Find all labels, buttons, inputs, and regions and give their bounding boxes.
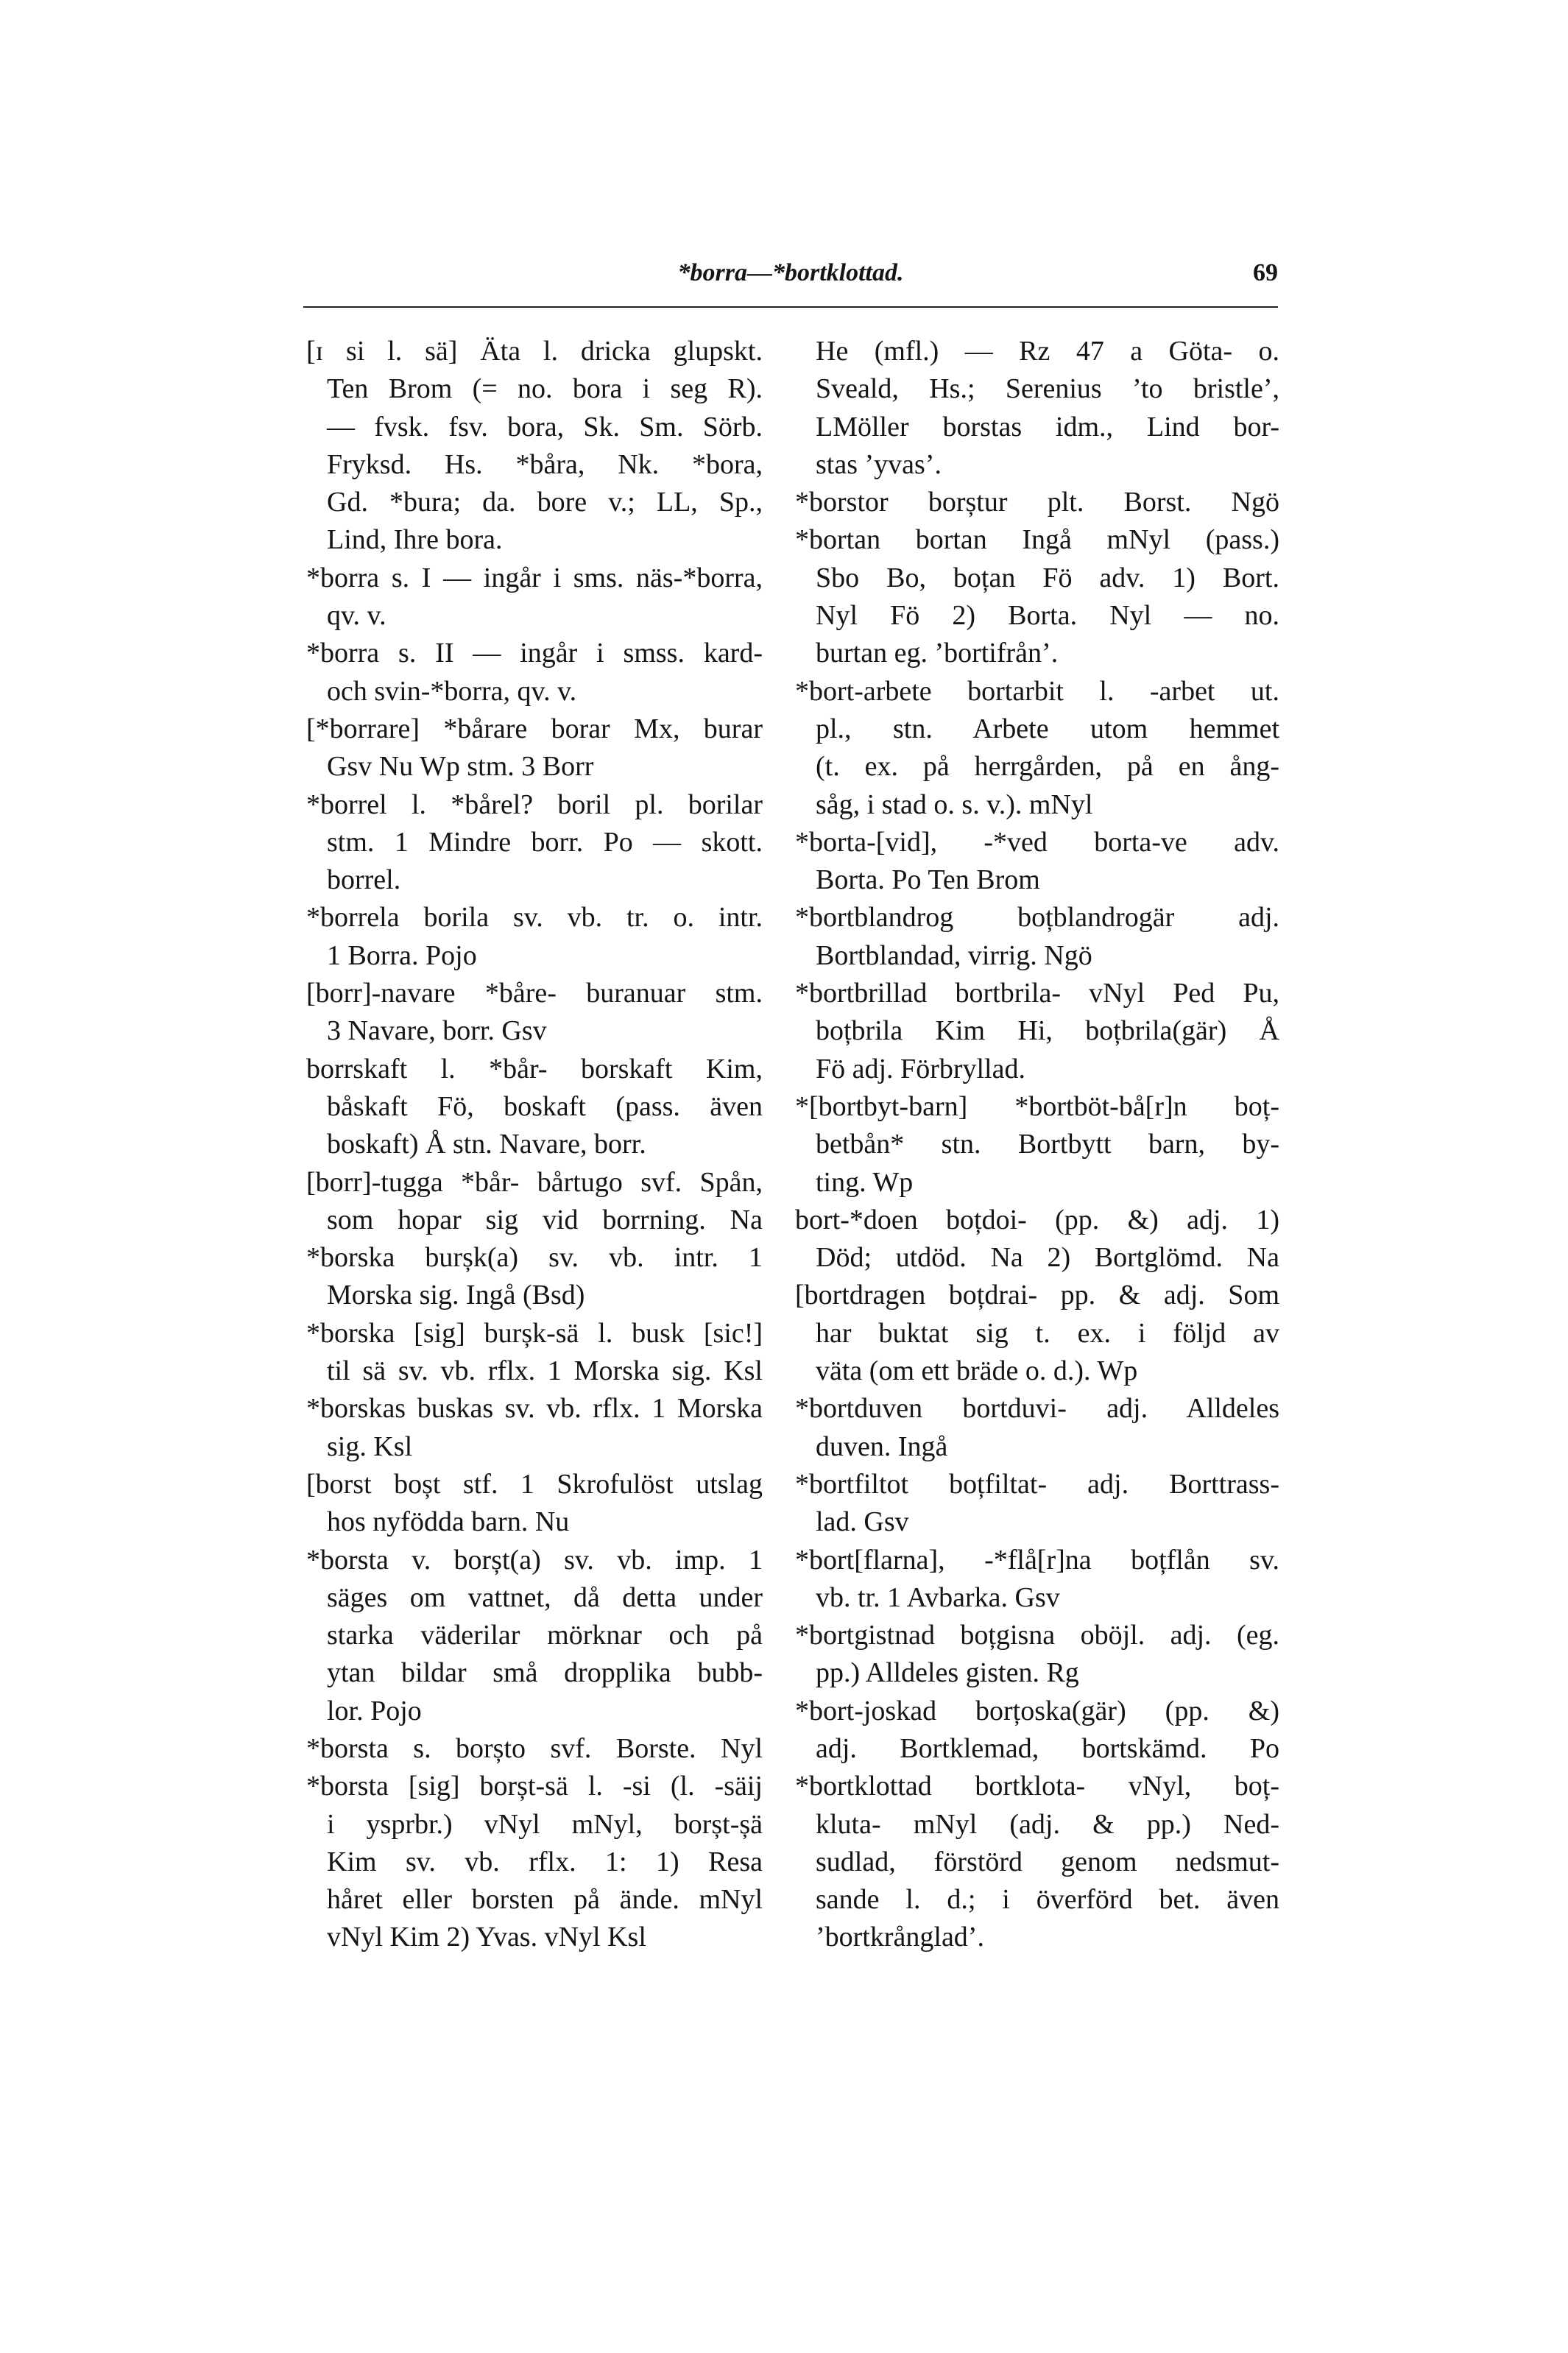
entry-line: vb. tr. 1 Avbarka. Gsv — [816, 1581, 1060, 1613]
entry-headword-line: *bort-arbete bortarbit l. -arbet ut. — [795, 675, 1279, 707]
entry-headword-line: [*borrare] *bårare borar Mx, burar — [306, 713, 763, 744]
entry-line: LMöller borstas idm., Lind bor- — [816, 411, 1279, 442]
entry-headword-line: *borska [sig] burșk-sä l. busk [sic!] — [306, 1317, 763, 1349]
entry-line: borrel. — [327, 864, 401, 896]
entry-headword-line: [borr]-navare *båre- buranuar stm. — [306, 978, 763, 1009]
header-rule — [303, 306, 1278, 308]
entry-line: betbån* stn. Bortbytt barn, by- — [816, 1129, 1279, 1160]
entry-line: vNyl Kim 2) Yvas. vNyl Ksl — [327, 1922, 646, 1953]
entry-line: Ten Brom (= no. bora i seg R). — [327, 373, 763, 405]
entry-headword-line: *borskas buskas sv. vb. rflx. 1 Morska — [306, 1393, 763, 1425]
entry-headword-line: *bort-joskad borțoska(gär) (pp. &) — [795, 1695, 1279, 1726]
left-column — [306, 333, 763, 1957]
entry-line: ting. Wp — [816, 1166, 914, 1198]
entry-headword-line: *[bortbyt-barn] *bortböt-bå[r]n boț- — [795, 1090, 1279, 1122]
entry-line: duven. Ingå — [816, 1431, 948, 1462]
entry-line: båskaft Fö, boskaft (pass. även — [327, 1090, 763, 1122]
entry-headword-line: *bortfiltot boțfiltat- adj. Borttrass- — [795, 1468, 1279, 1500]
entry-headword-line: *bort[flarna], -*flå[r]na boțflån sv. — [795, 1544, 1279, 1576]
entry-line: ytan bildar små dropplika bubb- — [327, 1657, 763, 1689]
entry-headword-line: bort-*doen boțdoi- (pp. &) adj. 1) — [795, 1204, 1279, 1235]
entry-line: säges om vattnet, då detta under — [327, 1581, 763, 1613]
entry-headword-line: *bortan bortan Ingå mNyl (pass.) — [795, 524, 1279, 556]
entry-line: lad. Gsv — [816, 1506, 909, 1538]
entry-headword-line: [borst boșt stf. 1 Skrofulöst utslag — [306, 1468, 763, 1500]
entry-line: boskaft) Å stn. Navare, borr. — [327, 1129, 646, 1160]
entry-line: stm. 1 Mindre borr. Po — skott. — [327, 826, 763, 858]
entry-line: starka väderilar mörknar och på — [327, 1620, 763, 1651]
entry-headword-line: *borta-[vid], -*ved borta-ve adv. — [795, 826, 1279, 858]
entry-line: och svin-*borra, qv. v. — [327, 675, 577, 707]
entry-headword-line: *borsta [sig] borșt-sä l. -si (l. -säij — [306, 1771, 763, 1802]
entry-headword-line: [borr]-tugga *bår- bårtugo svf. Spån, — [306, 1166, 763, 1198]
entry-line: Nyl Fö 2) Borta. Nyl — no. — [816, 600, 1279, 632]
entry-headword-line: *bortbrillad bortbrila- vNyl Ped Pu, — [795, 978, 1279, 1009]
entry-line: Kim sv. vb. rflx. 1: 1) Resa — [327, 1846, 763, 1877]
entry-line: qv. v. — [327, 600, 386, 632]
right-column — [795, 333, 1279, 1957]
entry-headword-line: *borrel l. *bårel? boril pl. borilar — [306, 789, 763, 820]
entry-line: sudlad, förstörd genom nedsmut- — [816, 1846, 1279, 1877]
page-header — [303, 259, 1278, 305]
entry-headword-line: *borra s. I — ingår i sms. näs-*borra, — [306, 562, 763, 593]
entry-line: sig. Ksl — [327, 1431, 413, 1462]
entry-line: stas ’yvas’. — [816, 448, 942, 480]
entry-headword-line: *bortblandrog boțblandrogär adj. — [795, 902, 1279, 934]
entry-line: pp.) Alldeles gisten. Rg — [816, 1657, 1079, 1689]
entry-line: boțbrila Kim Hi, boțbrila(gär) Å — [816, 1015, 1279, 1047]
entry-line: 1 Borra. Pojo — [327, 939, 477, 971]
entry-line: Borta. Po Ten Brom — [816, 864, 1040, 896]
entry-headword-line: *bortgistnad boțgisna oböjl. adj. (eg. — [795, 1620, 1279, 1651]
entry-line: har buktat sig t. ex. i följd av — [816, 1317, 1279, 1349]
entry-line: Lind, Ihre bora. — [327, 524, 503, 556]
entry-line: Bortblandad, virrig. Ngö — [816, 939, 1092, 971]
entry-line: Fö adj. Förbryllad. — [816, 1053, 1025, 1084]
entry-line: hos nyfödda barn. Nu — [327, 1506, 570, 1538]
entry-line: Fryksd. Hs. *båra, Nk. *bora, — [327, 448, 763, 480]
entry-headword-line: *borska burșk(a) sv. vb. intr. 1 — [306, 1242, 763, 1274]
entry-line: til sä sv. vb. rflx. 1 Morska sig. Ksl — [327, 1355, 763, 1387]
entry-line: i ysprbr.) vNyl mNyl, borșt-șä — [327, 1808, 763, 1840]
entry-line: Död; utdöd. Na 2) Bortglömd. Na — [816, 1242, 1279, 1274]
entry-headword-line: *bortduven bortduvi- adj. Alldeles — [795, 1393, 1279, 1425]
entry-line: väta (om ett bräde o. d.). Wp — [816, 1355, 1138, 1387]
entry-headword-line: [ɪ si l. sä] Äta l. dricka glupskt. — [306, 336, 763, 367]
entry-line: — fvsk. fsv. bora, Sk. Sm. Sörb. — [327, 411, 763, 442]
page-number: 69 — [1253, 259, 1278, 286]
entry-headword-line: *borstor borștur plt. Borst. Ngö — [795, 487, 1279, 518]
entry-line: pl., stn. Arbete utom hemmet — [816, 713, 1279, 744]
entry-line: Gsv Nu Wp stm. 3 Borr — [327, 751, 594, 783]
entry-line: sande l. d.; i överförd bet. även — [816, 1884, 1279, 1916]
entry-line: 3 Navare, borr. Gsv — [327, 1015, 547, 1047]
running-head: *borra—*bortklottad. — [677, 259, 904, 286]
entry-line: lor. Pojo — [327, 1695, 422, 1726]
entry-line: Morska sig. Ingå (Bsd) — [327, 1280, 585, 1311]
entry-line: burtan eg. ’bortifrån’. — [816, 638, 1059, 669]
entry-headword-line: *borra s. II — ingår i smss. kard- — [306, 638, 763, 669]
entry-headword-line: [bortdragen boțdrai- pp. & adj. Som — [795, 1280, 1279, 1311]
entry-headword-line: *borsta v. borșt(a) sv. vb. imp. 1 — [306, 1544, 763, 1576]
entry-line: kluta- mNyl (adj. & pp.) Ned- — [816, 1808, 1279, 1840]
entry-line: Sveald, Hs.; Serenius ’to bristle’, — [816, 373, 1279, 405]
entry-line: Gd. *bura; da. bore v.; LL, Sp., — [327, 487, 763, 518]
entry-headword-line: borrskaft l. *bår- borskaft Kim, — [306, 1053, 763, 1084]
entry-line: som hopar sig vid borrning. Na — [327, 1204, 763, 1235]
entry-line: He (mfl.) — Rz 47 a Göta- o. — [816, 336, 1279, 367]
entry-line: såg, i stad o. s. v.). mNyl — [816, 789, 1093, 820]
entry-headword-line: *bortklottad bortklota- vNyl, boț- — [795, 1771, 1279, 1802]
entry-line: (t. ex. på herrgården, på en ång- — [816, 751, 1279, 783]
entry-headword-line: *borrela borila sv. vb. tr. o. intr. — [306, 902, 763, 934]
entry-line: ’bortkrånglad’. — [816, 1922, 984, 1953]
entry-line: Sbo Bo, boțan Fö adv. 1) Bort. — [816, 562, 1279, 593]
entry-headword-line: *borsta s. borșto svf. Borste. Nyl — [306, 1732, 763, 1764]
entry-line: håret eller borsten på ände. mNyl — [327, 1884, 763, 1916]
entry-line: adj. Bortklemad, bortskämd. Po — [816, 1732, 1279, 1764]
